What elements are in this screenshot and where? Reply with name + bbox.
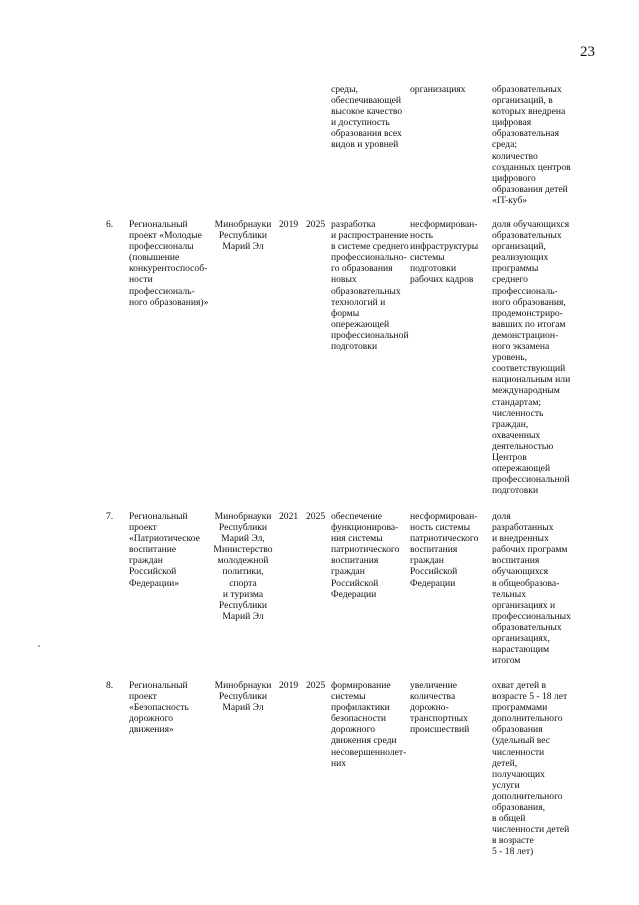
row-7-number: 7.: [106, 511, 114, 522]
row-7-task: обеспечение функционирова- ния системы патриотического воспитания граждан Российской Федерации: [331, 511, 400, 600]
row-8-start-year: 2019: [279, 680, 299, 691]
row-7-project: Региональный проект «Патриотическое воспитание граждан Российской Федерации»: [129, 511, 200, 589]
row-8-end-year: 2025: [306, 680, 326, 691]
page-number: 23: [580, 44, 595, 60]
row-7-indicator: доля разработанных и внедренных рабочих программ воспитания обучающихся в общеобразова- тельных организациях и профессиональных образовательных организациях, нарастающим итогом: [492, 511, 571, 667]
row-8-task: формирование системы профилактики безопасности дорожного движения среди несовершеннолет- них: [331, 680, 407, 769]
row-6-start-year: 2019: [279, 219, 299, 230]
row-6-number: 6.: [106, 219, 114, 230]
row-8-number: 8.: [106, 680, 114, 691]
row-6-indicator: доля обучающихся образовательных организаций, реализующих программы среднего профессиональ- ного образования, продемонстриро- вавших по итогам демонстрацион- ного экзамена уровень, соответствующий национальным или международным стандартам; численность граждан, охваченных деятельностью Центров опережающей профессиональной подготовки: [492, 219, 571, 497]
row-6-executor: Минобрнауки Республики Марий Эл: [214, 219, 272, 253]
row-8-risk: увеличение количества дорожно- транспортных происшествий: [410, 680, 470, 736]
row-6-task: разработка и распространение в системе среднего профессионально- го образования новых образовательных технологий и формы опережающей профессиональной подготовки: [331, 219, 409, 353]
row-7-executor: Минобрнауки Республики Марий Эл, Министерство молодежной политики, спорта и туризма Республики Марий Эл: [213, 511, 273, 622]
row-6-project: Региональный проект «Молодые профессионалы (повышение конкурентоспособ- ности профессиональ- ного образования)»: [129, 219, 209, 308]
row-7-start-year: 2021: [279, 511, 299, 522]
row-7-end-year: 2025: [306, 511, 326, 522]
continuation-risk-cell: организациях: [410, 84, 466, 95]
continuation-task-cell: среды, обеспечивающей высокое качество и доступность образования всех видов и уровней: [331, 84, 403, 151]
row-7-risk: несформирован- ность системы патриотического воспитания граждан Российской Федерации: [410, 511, 479, 589]
row-8-indicator: охват детей в возрасте 5 - 18 лет программами дополнительного образования (удельный вес численности детей, получающих услуги дополнительного образования, в общей численности детей в возрасте 5 - 18 лет): [492, 680, 570, 858]
row-8-project: Региональный проект «Безопасность дорожного движения»: [129, 680, 189, 736]
row-8-executor: Минобрнауки Республики Марий Эл: [214, 680, 272, 714]
row-6-end-year: 2025: [306, 219, 326, 230]
scan-speck: [38, 645, 40, 647]
continuation-indicator-cell: образовательных организаций, в которых внедрена цифровая образовательная среда; количество созданных центров цифрового образования детей «IT-куб»: [492, 84, 571, 206]
row-6-risk: несформирован- ность инфраструктуры системы подготовки рабочих кадров: [410, 219, 479, 286]
